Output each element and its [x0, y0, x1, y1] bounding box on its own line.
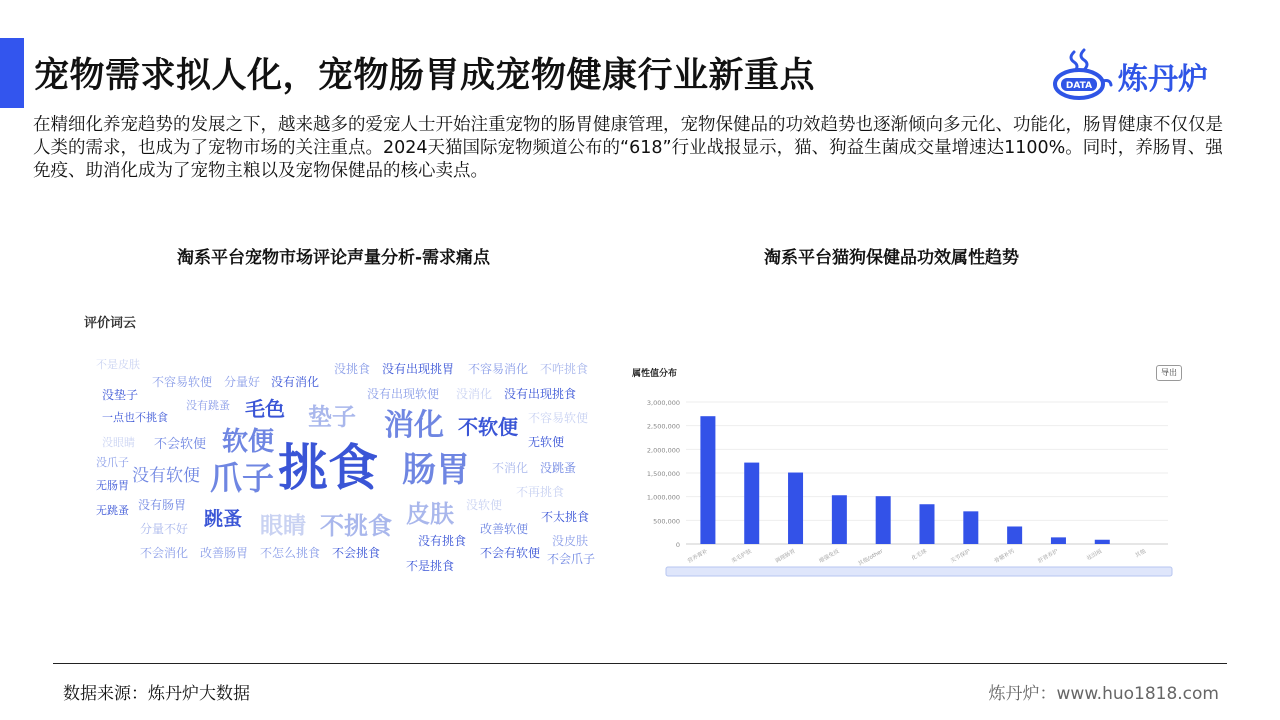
cloud-word: 没有消化	[271, 375, 320, 389]
chart-label: 属性值分布	[632, 369, 678, 379]
brand-logo	[1052, 48, 1232, 104]
x-tick-label: 增强免疫	[818, 548, 841, 565]
bar	[1007, 526, 1022, 544]
y-tick-label: 2,500,000	[646, 422, 680, 431]
export-button[interactable]: 导出	[1156, 365, 1182, 381]
cloud-word: 跳蚤	[204, 508, 243, 530]
footer-divider	[53, 663, 1227, 664]
x-tick-label: 调理肠胃	[774, 548, 797, 565]
cloud-word: 不会挑食	[332, 546, 381, 560]
bar	[832, 495, 847, 544]
cloud-word: 没垫子	[102, 388, 139, 402]
x-tick-label: 营养膏补	[686, 548, 709, 565]
cloud-word: 不容易软便	[528, 411, 589, 425]
cloud-word: 不再挑食	[516, 485, 565, 499]
bar-chart	[620, 356, 1194, 580]
cloud-word: 没跳蚤	[540, 461, 577, 475]
cloud-word: 没有出现挑胃	[382, 362, 455, 376]
cloud-word: 不容易消化	[468, 362, 529, 376]
bar	[1095, 540, 1110, 544]
y-tick-label: 2,000,000	[646, 446, 680, 455]
x-tick-label: 其他	[1134, 548, 1148, 560]
cloud-word: 垫子	[308, 403, 356, 431]
zoom-scrollbar[interactable]	[666, 567, 1172, 576]
x-tick-label: 骨骼补钙	[993, 548, 1016, 565]
y-tick-label: 1,500,000	[646, 470, 680, 478]
bar	[920, 504, 935, 544]
cloud-word: 没眼睛	[102, 436, 135, 449]
site-link[interactable]: 炼丹炉：www.huo1818.com	[988, 684, 1219, 704]
cloud-word: 无软便	[528, 435, 565, 449]
cloud-word: 没有软便	[132, 466, 200, 486]
cloud-word: 不容易软便	[152, 375, 213, 389]
cloud-word: 不咋挑食	[540, 362, 589, 376]
cloud-word: 没软便	[466, 498, 503, 512]
cloud-word: 分量好	[224, 375, 261, 389]
cloud-word: 不太挑食	[541, 510, 590, 524]
bar-chart-title: 淘系平台猫狗保健品功效属性趋势	[764, 248, 1019, 268]
y-tick-label: 1,000,000	[646, 493, 680, 502]
cloud-word: 改善软便	[480, 522, 529, 536]
y-tick-label: 500,000	[653, 517, 680, 526]
x-tick-label: 祛泪痕	[1085, 548, 1104, 562]
cloud-word: 不会爪子	[547, 552, 596, 566]
wordcloud-label: 评价词云	[84, 316, 137, 331]
x-tick-label: 美毛护肤	[730, 548, 753, 565]
cloud-word: 肠胃	[402, 450, 470, 490]
cloud-word: 无肠胃	[96, 479, 129, 492]
cloud-word: 没消化	[456, 387, 493, 401]
bar	[700, 416, 715, 544]
data-source: 数据来源：炼丹炉大数据	[63, 684, 250, 704]
x-tick-label: 关节保护	[949, 548, 972, 565]
cloud-word: 没皮肤	[552, 534, 589, 548]
cloud-word: 没有出现软便	[367, 387, 440, 401]
cloud-word: 眼睛	[260, 513, 306, 539]
cloud-word: 没有肠胃	[138, 498, 187, 512]
x-tick-label: 化毛球	[910, 548, 928, 562]
cloud-word: 软便	[222, 427, 275, 457]
cloud-word: 没爪子	[96, 456, 129, 469]
y-tick-label: 3,000,000	[646, 399, 680, 407]
cloud-word: 没有出现挑食	[504, 387, 577, 401]
logo-text: 炼丹炉	[1118, 62, 1208, 97]
bar	[744, 463, 759, 544]
logo-badge: DATA	[1065, 81, 1093, 91]
cloud-word: 挑食	[278, 439, 378, 497]
cloud-word: 分量不好	[140, 522, 189, 536]
cloud-word: 没有挑食	[418, 534, 467, 548]
cloud-word: 不是皮肤	[96, 358, 140, 371]
bar	[963, 511, 978, 544]
cloud-word: 不挑食	[320, 512, 392, 540]
cloud-word: 不软便	[458, 415, 518, 439]
cloud-word: 毛色	[245, 397, 285, 421]
bar	[788, 473, 803, 544]
page-title: 宠物需求拟人化，宠物肠胃成宠物健康行业新重点	[34, 56, 816, 96]
cloud-word: 一点也不挑食	[102, 411, 168, 424]
cloud-word: 不怎么挑食	[260, 546, 321, 560]
cloud-word: 不会有软便	[480, 546, 541, 560]
x-tick-label: 肝肾养护	[1037, 548, 1060, 565]
cloud-word: 消化	[384, 408, 444, 443]
y-tick-label: 0	[675, 541, 680, 549]
wordcloud-title: 淘系平台宠物市场评论声量分析-需求痛点	[177, 248, 491, 268]
word-cloud	[90, 350, 610, 580]
bar-chart-svg	[620, 386, 1194, 580]
x-tick-label: 其他/other	[857, 548, 885, 568]
pot-logo-icon	[1052, 48, 1114, 104]
accent-bar	[0, 38, 24, 108]
cloud-word: 没有跳蚤	[186, 399, 230, 412]
bar	[876, 496, 891, 544]
cloud-word: 不是挑食	[406, 559, 455, 573]
cloud-word: 无跳蚤	[96, 504, 129, 517]
intro-paragraph: 在精细化养宠趋势的发展之下，越来越多的爱宠人士开始注重宠物的肠胃健康管理，宠物保健品的功效趋势也逐渐倾向多元化、功能化，肠胃健康不仅仅是人类的需求，也成为了宠物市场的关注重点。2024天猫国际宠物频道公布的“618”行业战报显示，猫、狗益生菌成交量增速达1100%。同时，养肠胃、强免疫、助消化成为了宠物主粮以及宠物保健品的核心卖点。	[33, 115, 1223, 181]
cloud-word: 皮肤	[406, 500, 454, 528]
cloud-word: 改善肠胃	[200, 546, 249, 560]
cloud-word: 爪子	[210, 459, 275, 497]
cloud-word: 不消化	[492, 461, 529, 475]
bar	[1051, 537, 1066, 544]
cloud-word: 不会消化	[140, 546, 189, 560]
cloud-word: 不会软便	[154, 437, 207, 452]
cloud-word: 没挑食	[334, 362, 371, 376]
